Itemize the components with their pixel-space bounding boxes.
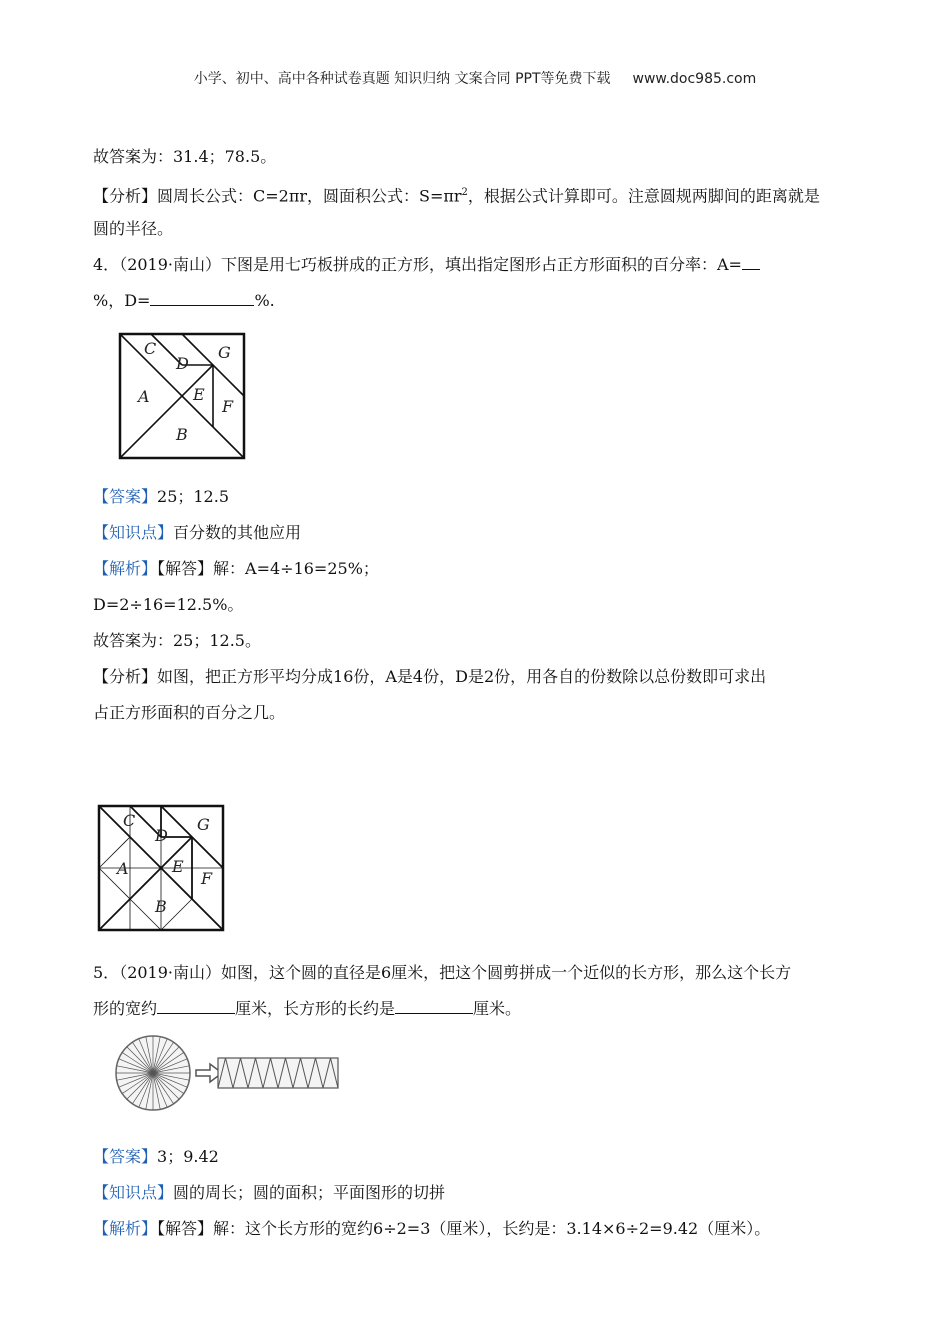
- q4-stem-line2: %，D= %.: [93, 291, 275, 310]
- q4-explanation: 【解析】【解答】解：A=4÷16=25%；: [93, 559, 379, 578]
- page-header: [0, 68, 950, 88]
- header-url[interactable]: www.doc985.com: [632, 71, 757, 87]
- grid-label-g: G: [197, 815, 210, 834]
- label-f: F: [222, 397, 234, 416]
- q4-stem: 4．（2019·南山）下图是用七巧板拼成的正方形，填出指定图形占正方形面积的百分率：A=: [93, 254, 760, 276]
- label-g: G: [218, 343, 231, 362]
- q5-explanation: 【解析】【解答】解：这个长方形的宽约6÷2=3（厘米），长约是：3.14×6÷2=9.42（厘米）。: [93, 1219, 771, 1238]
- q4-analysis: 【分析】如图，把正方形平均分成16份，A是4份，D是2份，用各自的份数除以总份数即可求出: [93, 667, 767, 686]
- grid-label-b: B: [155, 897, 167, 916]
- q5-answer: 【答案】3；9.42: [93, 1147, 219, 1166]
- q5-blank-width[interactable]: [157, 999, 235, 1014]
- tangram-grid-figure: [97, 804, 227, 932]
- prev-answer-line: 故答案为：31.4；78.5。: [93, 147, 277, 166]
- grid-label-c: C: [123, 811, 136, 830]
- label-e: E: [193, 385, 205, 404]
- q5-blank-length[interactable]: [395, 999, 473, 1014]
- q4-calc: D=2÷16=12.5%。: [93, 595, 244, 614]
- label-b: B: [176, 425, 188, 444]
- q5-stem-line2: 形的宽约 厘米，长方形的长约是 厘米。: [93, 999, 522, 1018]
- header-text: 小学、初中、高中各种试卷真题 知识归纳 文案合同 PPT等免费下载: [193, 71, 611, 87]
- grid-label-e: E: [172, 857, 184, 876]
- circle-rectangle-figure: [112, 1032, 344, 1114]
- q4-blank-d[interactable]: [150, 291, 254, 306]
- tangram-figure: [118, 332, 248, 460]
- q4-knowledge-point: 【知识点】百分数的其他应用: [93, 523, 302, 542]
- q5-stem: 5．（2019·南山）如图，这个圆的直径是6厘米，把这个圆剪拼成一个近似的长方形，那么这个长方: [93, 963, 792, 982]
- prev-analysis: 【分析】圆周长公式：C=2πr，圆面积公式：$S=\pi r^2$，根据公式计算即可。注意圆规两脚间的距离就是: [93, 186, 820, 206]
- analysis-tag: 【分析】: [93, 186, 158, 206]
- q4-final: 故答案为：25；12.5。: [93, 631, 261, 650]
- q5-number: 5．: [93, 963, 120, 982]
- q4-number: 4．: [93, 255, 120, 274]
- grid-label-d: D: [155, 826, 168, 845]
- label-c: C: [144, 339, 157, 358]
- q4-answer: 【答案】25；12.5: [93, 487, 230, 506]
- label-d: D: [176, 354, 189, 373]
- grid-label-a: A: [117, 859, 129, 878]
- prev-analysis-cont: 圆的半径。: [93, 219, 174, 238]
- label-a: A: [138, 387, 150, 406]
- grid-label-f: F: [201, 869, 213, 888]
- q5-knowledge-point: 【知识点】圆的周长；圆的面积；平面图形的切拼: [93, 1183, 446, 1202]
- q4-blank-a[interactable]: [742, 255, 760, 270]
- q4-analysis-cont: 占正方形面积的百分之几。: [93, 703, 286, 722]
